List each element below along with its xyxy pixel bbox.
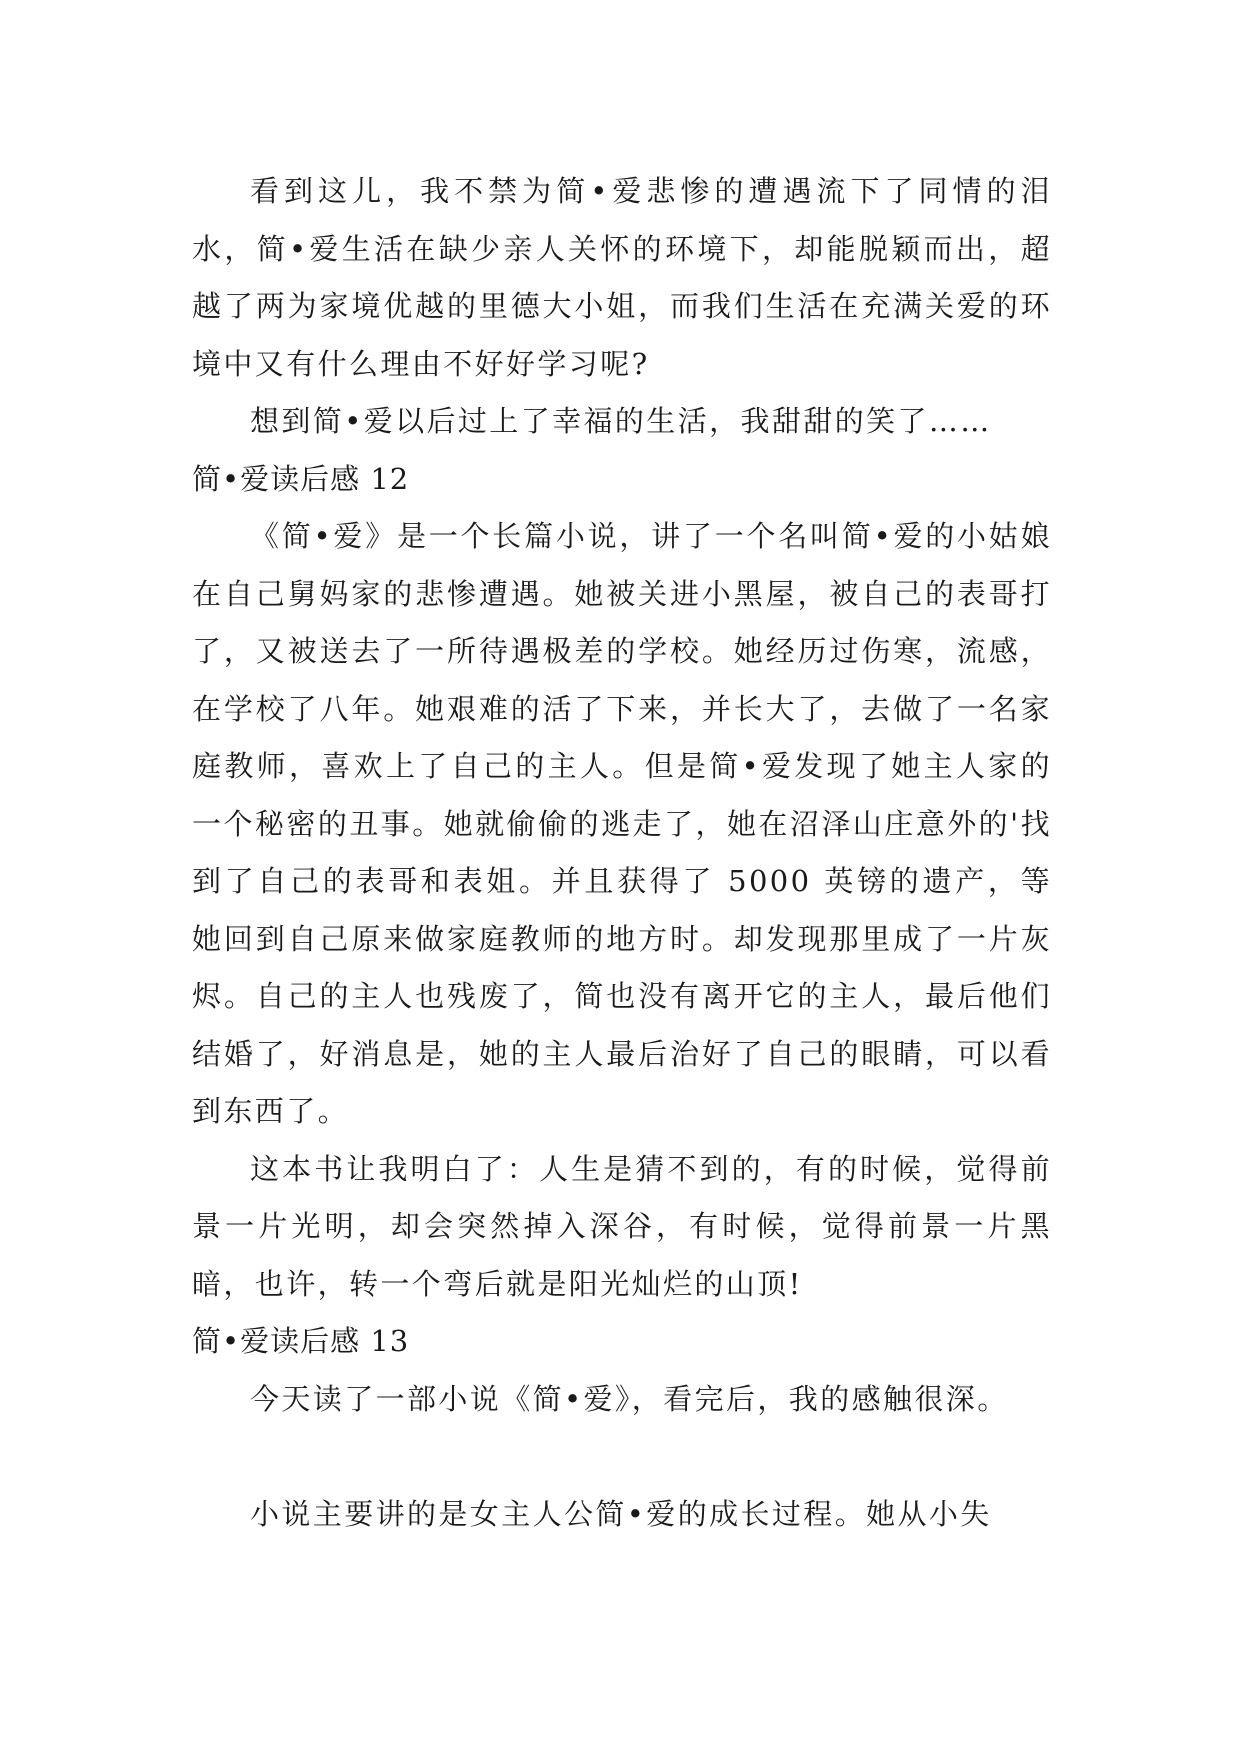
paragraph-life-lesson: 这本书让我明白了：人生是猜不到的，有的时候，觉得前景一片光明，却会突然掉入深谷，有时候，觉得前景一片黑暗，也许，转一个弯后就是阳光灿烂的山顶! <box>192 1151 1052 1301</box>
paragraph-read-novel: 今天读了一部小说《简•爱》，看完后，我的感触很深。 <box>250 1381 1009 1416</box>
section-heading-13: 简•爱读后感 13 <box>192 1324 410 1358</box>
paragraph-sympathy: 看到这儿，我不禁为简•爱悲惨的遭遇流下了同情的泪水，简•爱生活在缺少亲人关怀的环境下，却能脱颖而出，超越了两为家境优越的里德大小姐，而我们生活在充满关爱的环境中又有什么理由不好好学习呢? <box>192 174 1052 381</box>
document-body <box>192 163 1052 1543</box>
section-heading-12: 简•爱读后感 12 <box>192 461 410 496</box>
paragraph-novel-intro: 小说主要讲的是女主人公简•爱的成长过程。她从小失 <box>250 1496 992 1531</box>
blank-line <box>192 1428 1052 1486</box>
paragraph-story-summary: 《简•爱》是一个长篇小说，讲了一个名叫简•爱的小姑娘在自己舅妈家的悲惨遭遇。她被关进小黑屋，被自己的表哥打了，又被送去了一所待遇极差的学校。她经历过伤寒，流感，在学校了八年。她艰难的活了下来，并长大了，去做了一名家庭教师，喜欢上了自己的主人。但是简•爱发现了她主人家的一个秘密的丑事。她就偷偷的逃走了，她在沼泽山庄意外的'找到了自己的表哥和表姐。并且获得了 5000 英镑的遗产，等她回到自己原来做家庭教师的地方时。却发现那里成了一片灰烬。自己的主人也残废了，简也没有离开它的主人，最后他们结婚了，好消息是，她的主人最后治好了自己的眼睛，可以看到东西了。 <box>192 519 1052 1128</box>
paragraph-happy-life: 想到简•爱以后过上了幸福的生活，我甜甜的笑了…… <box>250 404 992 438</box>
